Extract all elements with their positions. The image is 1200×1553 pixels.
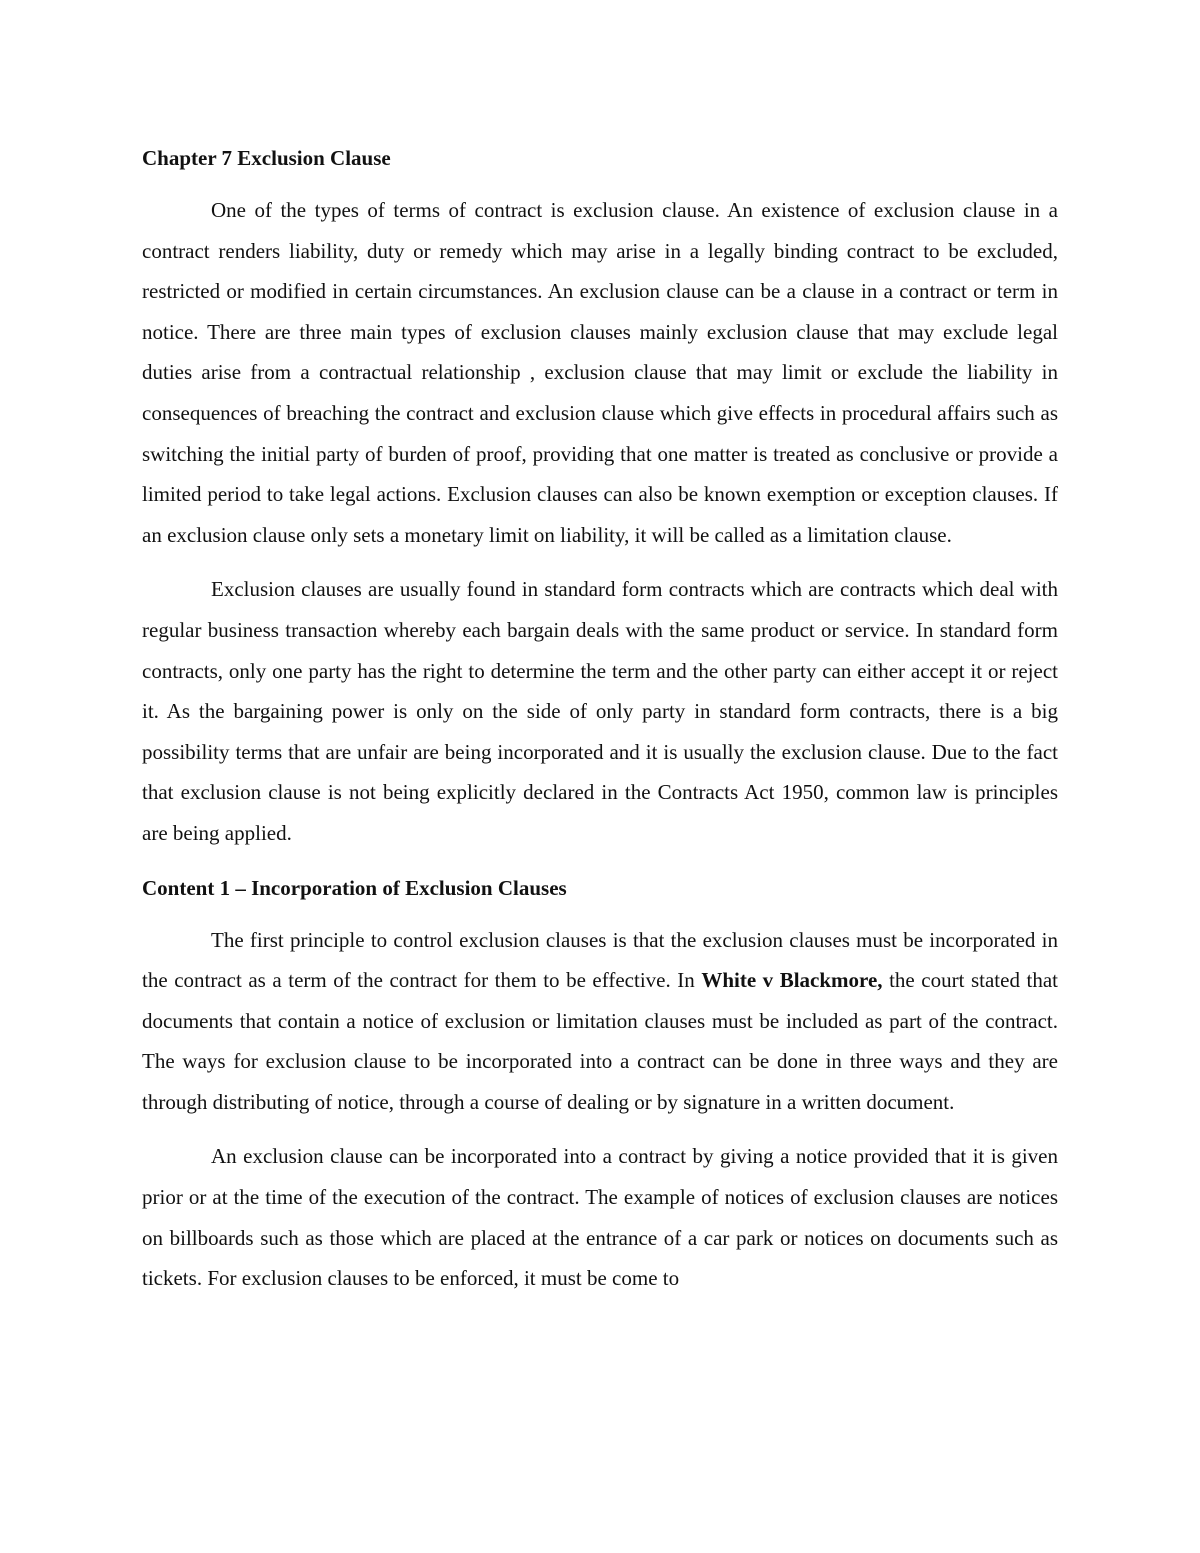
content1-p1-text-before: The first principle to control exclusion clauses is that the exclusion clauses must be incorporated in the contract as a term of the contract for them to be effective. In: [142, 927, 1058, 993]
case-name-white-v-blackmore: White v Blackmore,: [701, 968, 883, 993]
content1-paragraph-1: [142, 920, 1058, 1123]
content1-paragraph-2: An exclusion clause can be incorporated into a contract by giving a notice provided that it is given prior or at the time of the execution of the contract. The example of notices of exclusion clauses are notices on billboards such as those which are placed at the entrance of a car park or notices on documents such as tickets. For exclusion clauses to be enforced, it must be come to: [142, 1144, 1058, 1291]
content1-p1-text-after: the court stated that documents that contain a notice of exclusion or limitation clauses must be included as part of the contract. The ways for exclusion clause to be incorporated into a contract can be done in three ways and they are through distributing of notice, through a course of dealing or by signature in a written document.: [142, 968, 1058, 1114]
intro-paragraph-2: Exclusion clauses are usually found in standard form contracts which are contracts which deal with regular business transaction whereby each bargain deals with the same product or service. In standard form contracts, only one party has the right to determine the term and the other party can either accept it or reject it. As the bargaining power is only on the side of only party in standard form contracts, there is a big possibility terms that are unfair are being incorporated and it is usually the exclusion clause. Due to the fact that exclusion clause is not being explicitly declared in the Contracts Act 1950, common law is principles are being applied.: [142, 577, 1058, 845]
document-page: [142, 138, 1058, 1313]
intro-paragraph-1: One of the types of terms of contract is exclusion clause. An existence of exclusion clause in a contract renders liability, duty or remedy which may arise in a legally binding contract to be excluded, restricted or modified in certain circumstances. An exclusion clause can be a clause in a contract or term in notice. There are three main types of exclusion clauses mainly exclusion clause that may exclude legal duties arise from a contractual relationship , exclusion clause that may limit or exclude the liability in consequences of breaching the contract and exclusion clause which give effects in procedural affairs such as switching the initial party of burden of proof, providing that one matter is treated as conclusive or provide a limited period to take legal actions. Exclusion clauses can also be known exemption or exception clauses. If an exclusion clause only sets a monetary limit on liability, it will be called as a limitation clause.: [142, 198, 1058, 547]
chapter-title: Chapter 7 Exclusion Clause: [142, 146, 391, 170]
section-heading-content-1: Content 1 – Incorporation of Exclusion Clauses: [142, 875, 567, 900]
